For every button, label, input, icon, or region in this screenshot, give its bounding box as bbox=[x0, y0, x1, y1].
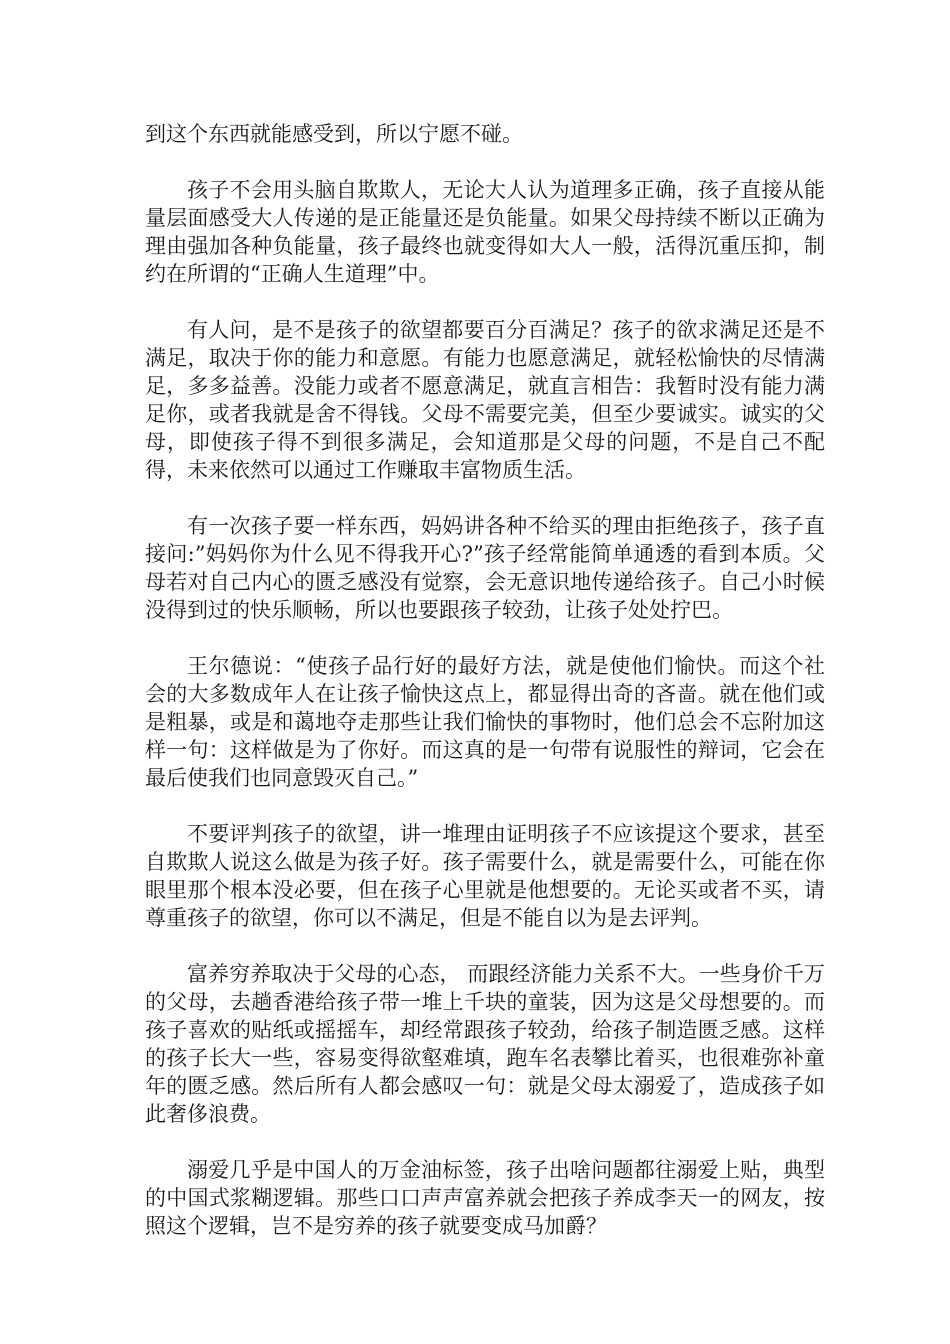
paragraph-4: 有一次孩子要一样东西，妈妈讲各种不给买的理由拒绝孩子，孩子直接问:”妈妈你为什么见不得我开心?”孩子经常能简单通透的看到本质。父母若对自己内心的匮乏感没有觉察，会无意识地传递给孩子。自己小时候没得到过的快乐顺畅，所以也要跟孩子较劲，让孩子处处拧巴。 bbox=[145, 514, 825, 622]
document-page bbox=[145, 120, 825, 1268]
paragraph-2: 孩子不会用头脑自欺欺人，无论大人认为道理多正确，孩子直接从能量层面感受大人传递的是正能量还是负能量。如果父母持续不断以正确为理由强加各种负能量，孩子最终也就变得如大人一般，活得沉重压抑，制约在所谓的“正确人生道理”中。 bbox=[145, 178, 825, 286]
paragraph-7: 富养穷养取决于父母的心态， 而跟经济能力关系不大。一些身价千万的父母，去趟香港给孩子带一堆上千块的童装，因为这是父母想要的。而孩子喜欢的贴纸或摇摇车，却经常跟孩子较劲，给孩子制造匮乏感。这样的孩子长大一些，容易变得欲壑难填，跑车名表攀比着买，也很难弥补童年的匮乏感。然后所有人都会感叹一句：就是父母太溺爱了，造成孩子如此奢侈浪费。 bbox=[145, 962, 825, 1126]
paragraph-1: 到这个东西就能感受到，所以宁愿不碰。 bbox=[145, 122, 523, 146]
paragraph-5: 王尔德说：“使孩子品行好的最好方法，就是使他们愉快。而这个社会的大多数成年人在让孩子愉快这点上，都显得出奇的吝啬。就在他们或是粗暴，或是和蔼地夺走那些让我们愉快的事物时，他们总会不忘附加这样一句：这样做是为了你好。而这真的是一句带有说服性的辩词，它会在最后使我们也同意毁灭自己。” bbox=[145, 654, 825, 790]
paragraph-6: 不要评判孩子的欲望，讲一堆理由证明孩子不应该提这个要求，甚至自欺欺人说这么做是为孩子好。孩子需要什么，就是需要什么，可能在你眼里那个根本没必要，但在孩子心里就是他想要的。无论买或者不买，请尊重孩子的欲望，你可以不满足，但是不能自以为是去评判。 bbox=[145, 822, 825, 930]
paragraph-3: 有人问，是不是孩子的欲望都要百分百满足？孩子的欲求满足还是不满足，取决于你的能力和意愿。有能力也愿意满足，就轻松愉快的尽情满足，多多益善。没能力或者不愿意满足，就直言相告：我暂时没有能力满足你，或者我就是舍不得钱。父母不需要完美，但至少要诚实。诚实的父母，即使孩子得不到很多满足，会知道那是父母的问题，不是自己不配得，未来依然可以通过工作赚取丰富物质生活。 bbox=[145, 318, 825, 482]
paragraph-8: 溺爱几乎是中国人的万金油标签，孩子出啥问题都往溺爱上贴，典型的中国式浆糊逻辑。那些口口声声富养就会把孩子养成李天一的网友，按照这个逻辑，岂不是穷养的孩子就要变成马加爵？ bbox=[145, 1158, 825, 1238]
